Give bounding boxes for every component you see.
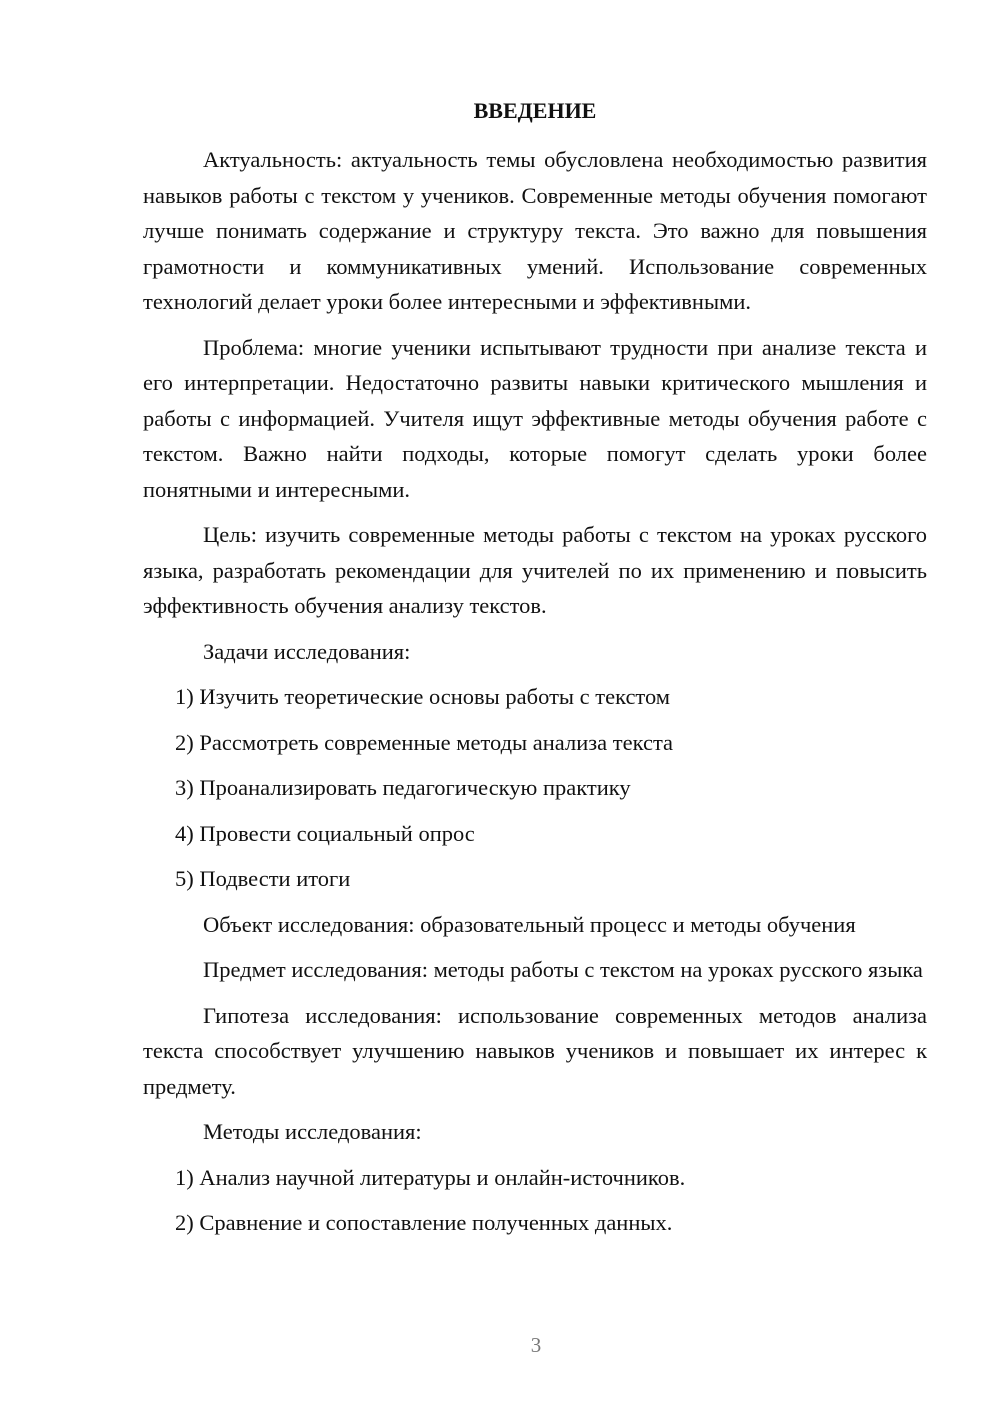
goal-paragraph: Цель: изучить современные методы работы с текстом на уроках русского языка, разработать рекомендации для учителей по их применению и повысить эффективность обучения анализу текстов. [143, 522, 927, 618]
subject-paragraph: Предмет исследования: методы работы с текстом на уроках русского языка [203, 957, 923, 982]
page-number: 3 [530, 1333, 542, 1357]
task-item: 5) Подвести итоги [175, 866, 351, 891]
page-title: ВВЕДЕНИЕ [473, 98, 597, 123]
object-paragraph: Объект исследования: образовательный процесс и методы обучения [203, 911, 856, 937]
task-item: 2) Рассмотреть современные методы анализа текста [175, 729, 674, 755]
document-page [143, 96, 927, 1251]
relevance-paragraph: Актуальность: актуальность темы обусловлена необходимостью развития навыков работы с текстом у учеников. Современные методы обучения помогают лучше понимать содержание и структуру текста. Это важно для повышения грамотности и коммуникативных умений. Использование современных технологий делает уроки более интересными и эффективными. [143, 147, 927, 314]
problem-paragraph: Проблема: многие ученики испытывают трудности при анализе текста и его интерпретации. Недостаточно развиты навыки критического мышления и работы с информацией. Учителя ищут эффективные методы обучения работе с текстом. Важно найти подходы, которые помогут сделать уроки более понятными и интересными. [143, 334, 927, 502]
task-item: 1) Изучить теоретические основы работы с текстом [175, 684, 671, 709]
tasks-heading: Задачи исследования: [203, 638, 411, 664]
methods-heading: Методы исследования: [203, 1119, 422, 1144]
method-item: 1) Анализ научной литературы и онлайн-источников. [175, 1164, 686, 1190]
task-item: 4) Провести социальный опрос [175, 820, 475, 846]
hypothesis-paragraph: Гипотеза исследования: использование современных методов анализа текста способствует улучшению навыков учеников и повышает их интерес к предмету. [143, 1002, 927, 1099]
task-item: 3) Проанализировать педагогическую практику [175, 775, 631, 800]
method-item: 2) Сравнение и сопоставление полученных данных. [175, 1210, 673, 1235]
